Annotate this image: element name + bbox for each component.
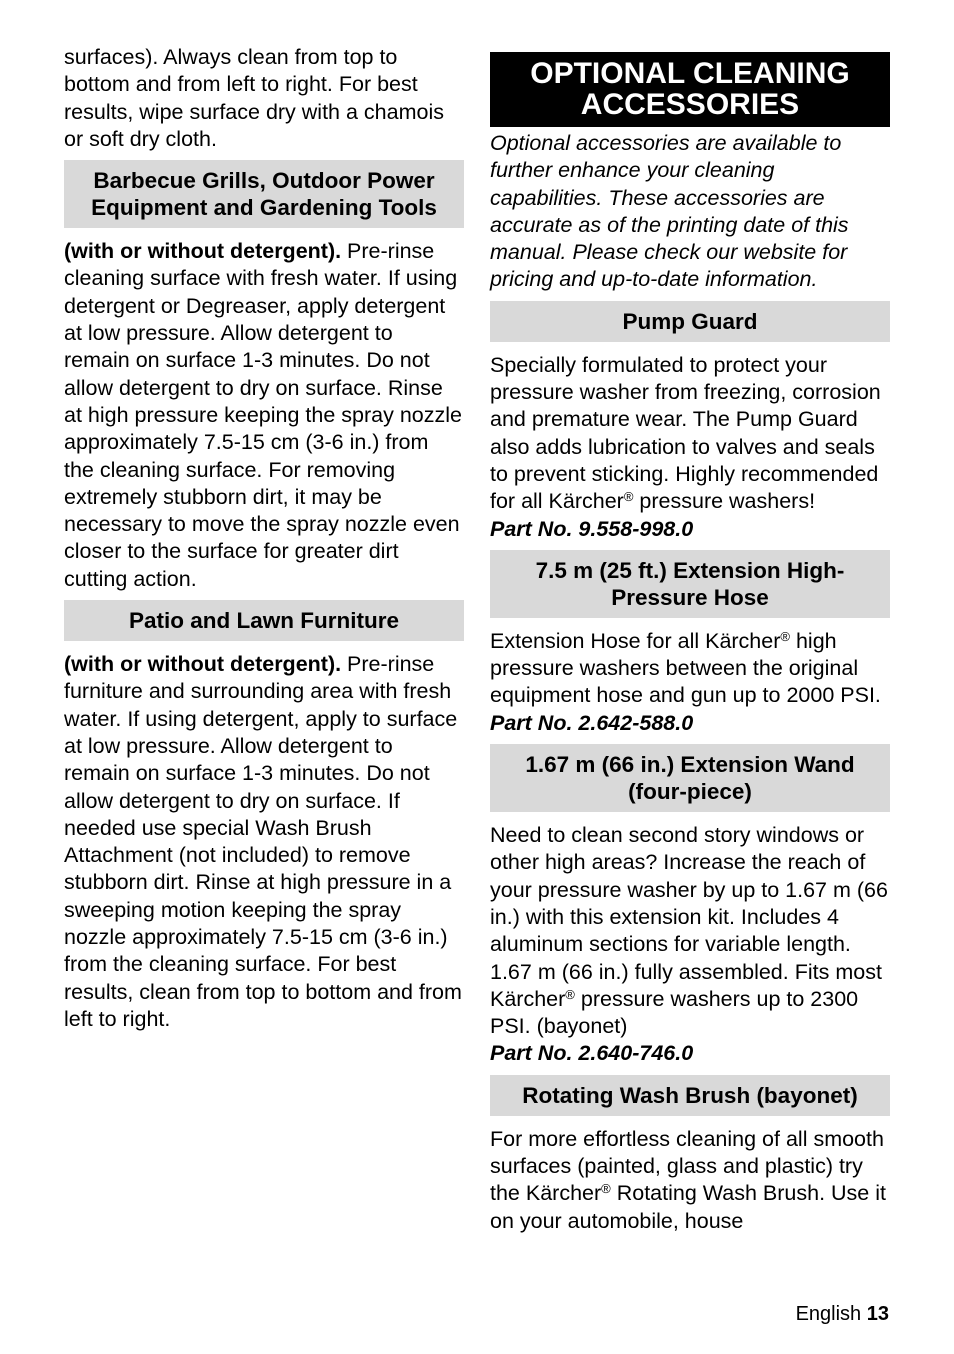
heading-barbecue-grills: Barbecue Grills, Outdoor Power Equipment and Gardening Tools — [64, 160, 464, 228]
accessories-intro: Optional accessories are available to further enhance your cleaning capabilities. These accessories are accurate as of the printing date of this manual. Please check our website for pricing and up-to-date information. — [490, 131, 849, 292]
patio-lead: (with or without detergent). — [64, 652, 342, 677]
barbecue-lead: (with or without detergent). — [64, 239, 342, 264]
extension-hose-text-a: Extension Hose for all Kärcher — [490, 628, 781, 653]
extension-wand-part-number: Part No. 2.640-746.0 — [490, 1041, 694, 1066]
right-column — [490, 44, 890, 1235]
extension-hose-text-b: high pressure washers between the original equipment hose and gun up to 2000 PSI. — [490, 628, 881, 708]
patio-text: Pre-rinse furniture and surrounding area with fresh water. If using detergent, apply to surface at low pressure. Allow detergent to remain on surface 1-3 minutes. Do not allow detergent to dry on surface. If needed use special Wash Brush Attachment (not included) to remove stubborn dirt. Rinse at high pressure in a sweeping motion keeping the spray nozzle approximately 7.5-15 cm (3-6 in.) from the cleaning surface. For best results, clean from top to bottom and from left to right. — [64, 652, 462, 1031]
pump-guard-part-number: Part No. 9.558-998.0 — [490, 516, 694, 541]
rotating-brush-text-a: For more effortless cleaning of all smooth surfaces (painted, glass and plastic) try the Kärcher — [490, 1126, 884, 1206]
rotating-wash-brush-paragraph — [490, 1126, 890, 1235]
registered-mark: ® — [623, 489, 634, 505]
optional-accessories-title: OPTIONAL CLEANING ACCESSORIES — [490, 52, 890, 127]
heading-extension-wand: 1.67 m (66 in.) Extension Wand (four-piece) — [490, 744, 890, 812]
rotating-brush-text-b: Rotating Wash Brush. Use it on your automobile, house — [490, 1181, 886, 1233]
patio-furniture-paragraph — [64, 651, 464, 1033]
continued-paragraph: surfaces). Always clean from top to bottom and from left to right. For best results, wipe surface dry with a chamois or soft dry cloth. — [64, 45, 444, 151]
extension-hose-part-number: Part No. 2.642-588.0 — [490, 710, 694, 735]
extension-wand-text-b: pressure washers up to 2300 PSI. (bayonet) — [490, 986, 859, 1039]
page-number: 13 — [866, 1303, 889, 1325]
pump-guard-paragraph — [490, 352, 890, 516]
extension-wand-text-a: Need to clean second story windows or other high areas? Increase the reach of your pressure washer by up to 1.67 m (66 in.) with this extension kit. Includes 4 aluminum sections for variable length. 1.67 m (66 in.) fully assembled. Fits most Kärcher — [490, 823, 888, 1011]
registered-mark: ® — [565, 986, 575, 1002]
registered-mark: ® — [780, 628, 790, 644]
page-footer — [796, 1303, 889, 1326]
extension-wand-paragraph — [490, 822, 890, 1040]
heading-rotating-wash-brush: Rotating Wash Brush (bayonet) — [490, 1075, 890, 1116]
heading-extension-hose: 7.5 m (25 ft.) Extension High-Pressure Hose — [490, 550, 890, 618]
heading-pump-guard: Pump Guard — [490, 301, 890, 342]
footer-language: English — [795, 1303, 862, 1325]
heading-patio-furniture: Patio and Lawn Furniture — [64, 600, 464, 641]
registered-mark: ® — [601, 1181, 611, 1197]
barbecue-text: Pre-rinse cleaning surface with fresh water. If using detergent or Degreaser, apply detergent at low pressure. Allow detergent to remain on surface 1-3 minutes. Do not allow detergent to dry on surface. Rinse at high pressure keeping the spray nozzle approximately 7.5-15 cm (3-6 in.) from the cleaning surface. For removing extremely stubborn dirt, it may be necessary to move the spray nozzle even closer to the surface for greater dirt cutting action. — [64, 239, 462, 591]
left-column — [64, 44, 464, 1033]
extension-hose-paragraph — [490, 628, 890, 710]
barbecue-grills-paragraph — [64, 238, 464, 593]
pump-guard-text-a: Specially formulated to protect your pressure washer from freezing, corrosion and premature wear. The Pump Guard also adds lubrication to valves and seals to prevent sticking. Highly recommended for all Kärcher — [490, 352, 881, 514]
pump-guard-text-b: pressure washers! — [633, 489, 816, 514]
